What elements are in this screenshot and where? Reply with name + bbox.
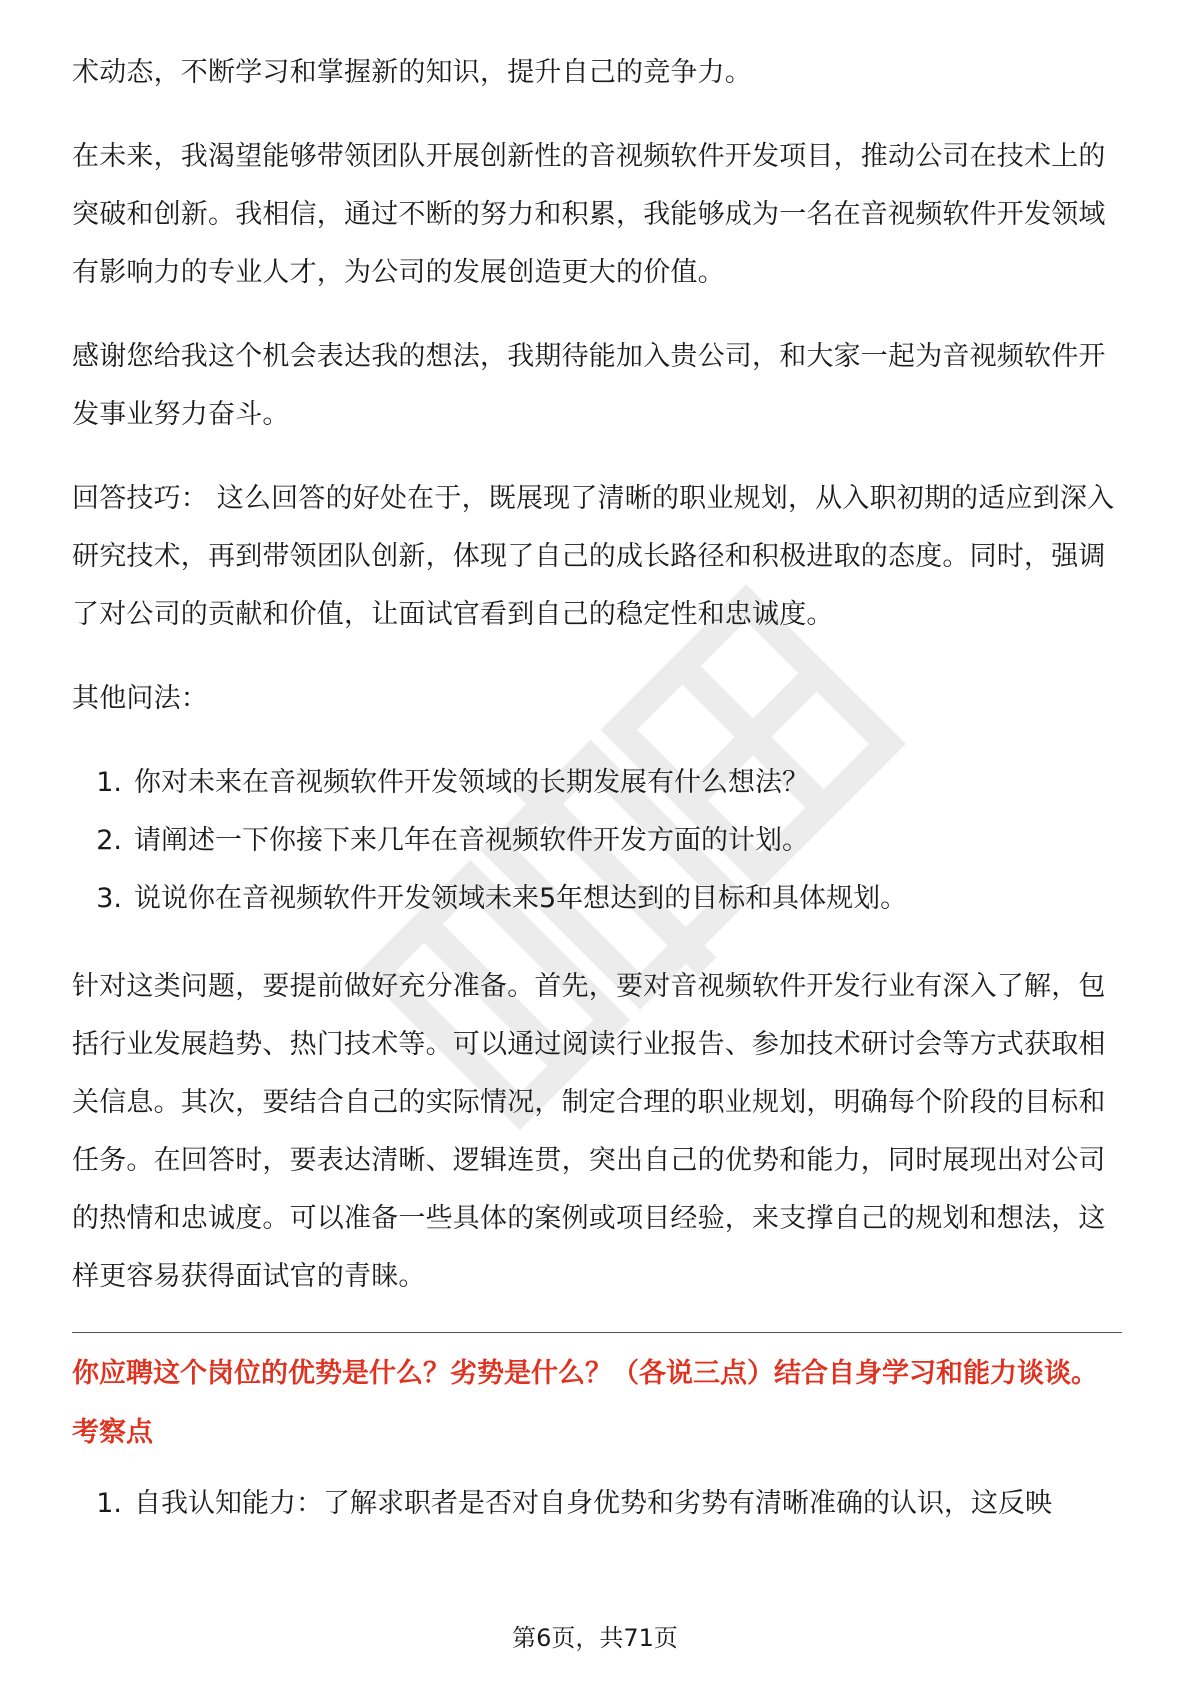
advice-paragraph: 针对这类问题，要提前做好充分准备。首先，要对音视频软件开发行业有深入了解，包括行业发展趋势、热门技术等。可以通过阅读行业报告、参加技术研讨会等方式获取相关信息。其次，要结合自己的实际情况，制定合理的职业规划，明确每个阶段的目标和任务。在回答时，要表达清晰、逻辑连贯，突出自己的优势和能力，同时展现出对公司的热情和忠诚度。可以准备一些具体的案例或项目经验，来支撑自己的规划和想法，这样更容易获得面试官的青睐。 [72, 971, 1106, 1292]
paragraph: 在未来，我渴望能够带领团队开展创新性的音视频软件开发项目，推动公司在技术上的突破和创新。我相信，通过不断的努力和积累，我能够成为一名在音视频软件开发领域有影响力的专业人才，为公司的发展创造更大的价值。 [72, 141, 1106, 288]
list-item [72, 870, 1122, 928]
question-heading: 你应聘这个岗位的优势是什么？劣势是什么？（各说三点）结合自身学习和能力谈谈。 [72, 1358, 1098, 1389]
list-number: 1. [96, 1488, 122, 1519]
list-text: 请阐述一下你接下来几年在音视频软件开发方面的计划。 [134, 825, 809, 856]
paragraph: 术动态，不断学习和掌握新的知识，提升自己的竞争力。 [72, 57, 752, 88]
section-divider [72, 1332, 1122, 1333]
list-text: 自我认知能力：了解求职者是否对自身优势和劣势有清晰准确的认识，这反映 [134, 1488, 1052, 1519]
assessment-points-list [72, 1475, 1122, 1533]
other-questions-list [72, 754, 1122, 928]
list-number: 2. [96, 825, 122, 856]
list-item [72, 1475, 1122, 1533]
list-text: 你对未来在音视频软件开发领域的长期发展有什么想法？ [134, 767, 809, 798]
list-item [72, 754, 1122, 812]
document-body [72, 44, 1122, 1563]
page-footer: 第6页，共71页 [512, 1624, 678, 1652]
answer-tips-paragraph: 回答技巧： 这么回答的好处在于，既展现了清晰的职业规划，从入职初期的适应到深入研究技术，再到带领团队创新，体现了自己的成长路径和积极进取的态度。同时，强调了对公司的贡献和价值，让面试官看到自己的稳定性和忠诚度。 [72, 483, 1115, 630]
list-number: 1. [96, 767, 122, 798]
list-number: 3. [96, 883, 122, 914]
other-questions-heading: 其他问法： [72, 683, 208, 714]
list-text: 说说你在音视频软件开发领域未来5年想达到的目标和具体规划。 [134, 883, 908, 914]
paragraph: 感谢您给我这个机会表达我的想法，我期待能加入贵公司，和大家一起为音视频软件开发事业努力奋斗。 [72, 341, 1106, 430]
list-item [72, 812, 1122, 870]
assessment-subheading: 考察点 [72, 1417, 153, 1448]
